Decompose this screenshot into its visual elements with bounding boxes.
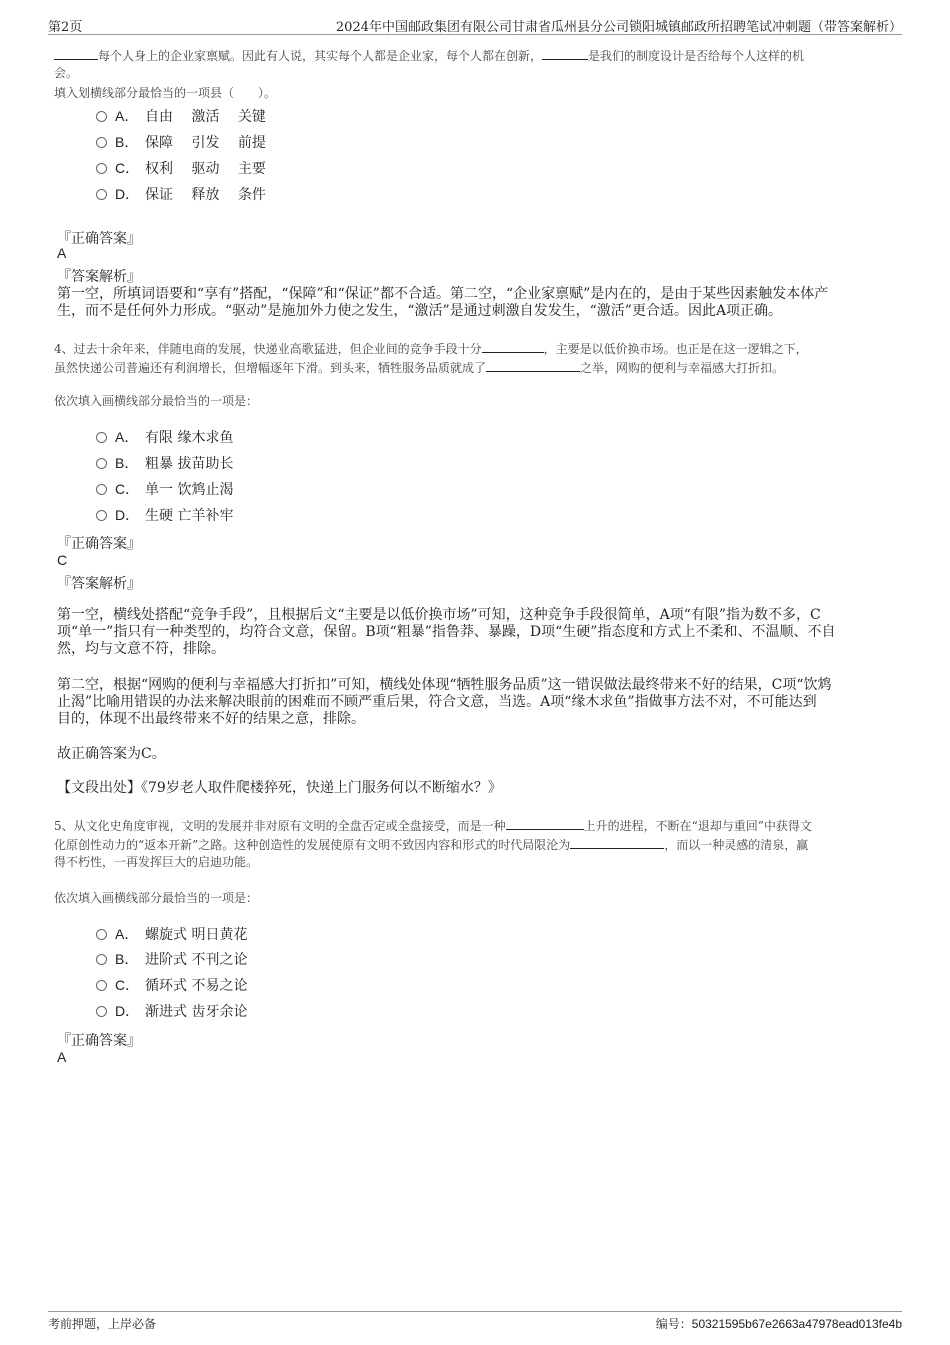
q4-answer-label: 『正确答案』: [57, 536, 141, 552]
q4-option-b[interactable]: B． 粗暴 拔苗助长: [96, 453, 233, 473]
q4-analysis-paragraph-2: 第二空，根据“网购的便利与幸福感大打折扣”可知，横线处体现“牺牲服务品质”这一错误做法最终带来不好的结果，C项“饮鸩 止渴”比喻用错误的办法来解决眼前的困难而不顾严重后果，符合文意，当选。A项“缘木求鱼”指做事方法不对，不可能达到 目的，体现不出最终带来不好的结果之意，排除。: [57, 677, 832, 727]
radio-icon[interactable]: [96, 163, 107, 174]
q3-option-b[interactable]: B． 保障 引发 前提: [96, 132, 266, 152]
q4-option-a[interactable]: A． 有限 缘木求鱼: [96, 427, 233, 447]
radio-icon[interactable]: [96, 1006, 107, 1017]
q5-option-a[interactable]: A． 螺旋式 明日黄花: [96, 924, 247, 944]
q5-option-d[interactable]: D． 渐进式 齿牙余论: [96, 1001, 247, 1021]
document-title: 2024年中国邮政集团有限公司甘肃省瓜州县分公司锁阳城镇邮政所招聘笔试冲刺题（带答案解析）: [335, 20, 902, 35]
q3-option-d[interactable]: D． 保证 释放 条件: [96, 184, 266, 204]
radio-icon[interactable]: [96, 458, 107, 469]
answer-blank: [506, 816, 584, 830]
q4-analysis-label: 『答案解析』: [57, 576, 141, 592]
page-header: [48, 14, 902, 35]
radio-icon[interactable]: [96, 980, 107, 991]
q4-option-d[interactable]: D． 生硬 亡羊补牢: [96, 505, 233, 525]
answer-blank: [482, 339, 544, 353]
q5-option-c[interactable]: C． 循环式 不易之论: [96, 975, 247, 995]
radio-icon[interactable]: [96, 929, 107, 940]
radio-icon[interactable]: [96, 189, 107, 200]
radio-icon[interactable]: [96, 510, 107, 521]
q4-source: 【文段出处】《79岁老人取件爬楼猝死，快递上门服务何以不断缩水？》: [57, 780, 502, 796]
q4-stem: 4、过去十余年来，伴随电商的发展，快递业高歌猛进，但企业间的竞争手段十分 ，主要是以低价换市场。也正是在这一逻辑之下， 虽然快递公司普遍还有利润增长，但增幅逐年下滑。到头来，牺牲服务品质就成了 之举，网购的便利与幸福感大打折扣。: [54, 339, 904, 377]
q4-analysis-paragraph-1: 第一空，横线处搭配“竞争手段”，且根据后文“主要是以低价换市场”可知，这种竞争手段很简单，A项“有限”指为数不多，C 项“单一”指只有一种类型的，均符合文意，保留。B项“粗暴”指鲁莽、暴躁，D项“生硬”指态度和方式上不柔和、不温顺、不自 然，均与文意不符，排除。: [57, 607, 836, 657]
radio-icon[interactable]: [96, 484, 107, 495]
answer-blank: [486, 358, 580, 372]
footer-slogan: 考前押题，上岸必备: [48, 1317, 157, 1331]
q3-option-c[interactable]: C． 权利 驱动 主要: [96, 158, 266, 178]
q4-option-c[interactable]: C． 单一 饮鸩止渴: [96, 479, 233, 499]
document-id: 编号：50321595b67e2663a47978ead013fe4b: [655, 1317, 902, 1331]
q4-answer: C: [57, 552, 68, 568]
page-number: 第2页: [48, 20, 83, 35]
q3-analysis-label: 『答案解析』: [57, 269, 141, 285]
q4-conclusion: 故正确答案为C。: [57, 746, 166, 762]
page-footer: [48, 1311, 902, 1332]
q4-prompt: 依次填入画横线部分最恰当的一项是：: [54, 394, 259, 408]
answer-blank: [570, 835, 664, 849]
q3-answer: A: [57, 245, 67, 261]
q3-answer-label: 『正确答案』: [57, 231, 141, 247]
answer-blank: [542, 46, 588, 60]
q3-option-a[interactable]: A． 自由 激活 关键: [96, 106, 266, 126]
radio-icon[interactable]: [96, 137, 107, 148]
q5-answer-label: 『正确答案』: [57, 1033, 141, 1049]
radio-icon[interactable]: [96, 954, 107, 965]
q5-answer: A: [57, 1049, 67, 1065]
radio-icon[interactable]: [96, 432, 107, 443]
q3-analysis: 第一空，所填词语要和“享有”搭配，“保障”和“保证”都不合适。第二空，“企业家禀赋”是内在的，是由于某些因素触发本体产 生，而不是任何外力形成。“驱动”是施加外力使之发生，“激活”是通过刺激自发发生，“激活”更合适。因此A项正确。: [57, 286, 829, 319]
answer-blank: [54, 46, 98, 60]
q3-stem: 每个人身上的企业家禀赋。因此有人说，其实每个人都是企业家，每个人都在创新， 是我们的制度设计是否给每个人这样的机 会。: [54, 46, 904, 82]
q5-prompt: 依次填入画横线部分最恰当的一项是：: [54, 891, 259, 905]
q5-option-b[interactable]: B． 进阶式 不刊之论: [96, 949, 247, 969]
q5-stem: 5、从文化史角度审视，文明的发展并非对原有文明的全盘否定或全盘接受，而是一种 上升的进程，不断在“退却与重回”中获得文 化原创性动力的“返本开新”之路。这种创造性的发展使原有文明不致因内容和形式的时代局限沦为 ，而以一种灵感的清泉，赢 得不朽性，一再发挥巨大的启迪功能。: [54, 816, 904, 871]
radio-icon[interactable]: [96, 111, 107, 122]
q3-prompt: 填入划横线部分最恰当的一项县（ ）。: [54, 86, 277, 100]
